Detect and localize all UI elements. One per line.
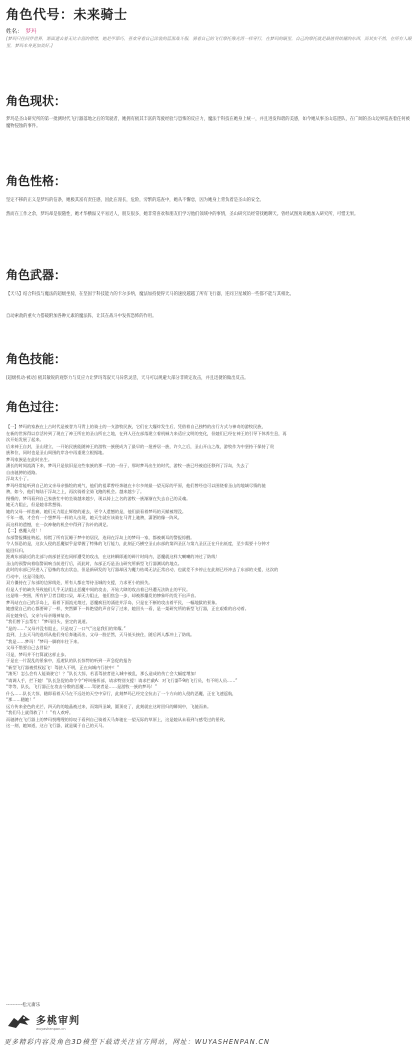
story-line: 她的父母一样悲痛，她们无力阻止辉煌的逝去，更令人遗憾的是，他们最看着梦玛的天赋被埋没。 xyxy=(6,508,187,514)
section-heading-status: 角色现状： xyxy=(6,94,67,108)
story-line: 她无力阻止，但是她非常想骑。 xyxy=(6,502,65,507)
story-line: 在新的世界得以存活传到了现在了神王所在的圣山所在之地，在到人还在部落建立着机械力来适应文明的变化，但她们已经在神王的引导下休养生息，再 xyxy=(6,430,287,436)
section-text-weapon-1: 【天马】结合科技与魔法的超级坐骑，在坚固于科技能力的卡尔多纳，魔法加持使得天马的速度越越了所有飞行器，连同卫星城的一些都不能与其相比。 xyxy=(6,292,294,297)
section-text-weapon-2: 自动索敌的重火力搭载附加各种元素的魔法阵，让其在战斗中发挥恐怖的作用。 xyxy=(6,314,157,319)
section-heading-skill: 角色技能： xyxy=(6,352,67,366)
story-line: 族和位，同时也是圣山周围的岸各中再重建立根据地。 xyxy=(6,450,107,455)
story-line: 自由驰骋的道路。 xyxy=(6,469,40,475)
story-line: 行动中，这是可能的。 xyxy=(6,573,48,579)
story-line: 而在她身后，父亲与母亲眼神复杂。 xyxy=(6,612,74,618)
name-value: 梦玛 xyxy=(25,29,37,35)
section-text-skill: [超级机动·被动] 极其敏锐的观察力与反应力让梦玛驾驭天马异常灵活，天马可以规避大部分非锁定攻击，并且迅捷的做出反击。 xyxy=(6,376,249,381)
story-line: 可是，梦玛并不打算就这样止步。 xyxy=(6,651,69,657)
story-line: 而驰骋在飞行器上的梦玛悦嗖嗖的惊叹于看到自己骑着天马奔驰在一望无际的草原上，这是她从未看到与感受过的景致。 xyxy=(6,716,228,722)
section-heading-weapon: 角色武器： xyxy=(6,268,67,282)
intro-text: [梦玛只往同伴世界，渐面遗去着无比丰富的情绪，她是甲耶巧，喜欢穿着自己涂装的蓝黑战斗服，骑着自己的飞行摩托像光湾一样穿行，在梦玛的眼里，自己的摩托就是最值得炫耀的东西，而其实不然，在所有人眼里，梦玛本身更加美好。] xyxy=(6,37,412,49)
story-line: 父母不惜要自己去冒险？ xyxy=(6,645,53,650)
story-line: 远方传来金色的光芒，四天的的地晶被过来，而第四圣域，圆顶亮了，此刻就在这时回归的瞬间中，飞驰而来。 xyxy=(6,703,212,709)
story-line: 双方僵持在了东部的边界线处，所有人都在等待圣城的支援，力求更小的损失。 xyxy=(6,580,153,585)
story-line: 这一刻，她知道，这台飞行器，就是属于自己的天马。 xyxy=(6,723,107,728)
story-line: 而这样的遗憾，在一次神秘的机会中得到了弥补的满足。 xyxy=(6,521,111,527)
story-line: “我是……梦玛！”梦玛一脚刹车往下来。 xyxy=(6,638,82,644)
logo-brand-domain: wuyashenpan.cn xyxy=(36,1026,66,1031)
story-line: 这是唯一突围，所有护卫者目瞪口呆，却无力阻止，他们焦急一步，却被那爆发的惨象吓的发不出声音。 xyxy=(6,593,199,598)
story-line: 千年一遇，才会有一个想梦玛一样的人出现，她天生就应该骑在马背上驰骋，潇洒的像一阵风。 xyxy=(6,515,182,520)
story-line: 什么……队长大惊，随即看着天马在不远处的天空中穿行，此刻梦玛已经完全抗击了一个方向的入侵的恶魔，正在飞速返航， xyxy=(6,690,237,696)
story-line: 浮岛太小了。 xyxy=(6,476,32,481)
author-signature: ----------松元庸乐 xyxy=(6,1003,41,1008)
story-line: 但是人手的缺失导致他们几乎无法阻止恶魔中间的攻击，开始大肆的攻击着已经遭无法防止的平民。 xyxy=(6,586,191,592)
section-text-status: 梦玛是圣山研究所的第一批测时代飞行器落地之后的驾驶者，她拥有极其丰富的驾驶经验与恐怖的反应力，魔法于科技在她身上统一，并且进发和谐的美感，如今她从事圣山巡逻队，在广阔的圣山边界巡查着任何被魔物侵蚀的事件。 xyxy=(6,117,410,129)
story-line: “等等，队长，飞行器正在攻击分散的恶魔……驾驶者是……是游牧一族的梦玛！” xyxy=(6,684,157,689)
page-title: 角色代号：未来骑士 xyxy=(6,8,128,23)
story-line: 于是在一片混乱的景象中，巡逻队的队长惊愕的听到一声急促的报告 xyxy=(6,658,132,663)
story-line: 潘长的时间流淌下来，梦玛只是依旧是这些家族的那一代的一份子，那时梦玛出生的时代，游牧一族已经被追还移到了浮岛，失去了 xyxy=(6,463,249,468)
footer-notice: 更多精彩内容及角色3D模型下载请关注官方网站，网址：WUYASHENPAN.CN xyxy=(4,1038,270,1046)
story-line: “滚死！怎么会有人能骑驶它！？”队长大惊，若喜驾驶者进入城中被乱，那么造成的伤亡会大幅度增加！ xyxy=(6,671,199,676)
story-line: “新型飞行器被授权起飞！驾驶人不明，正在向城内行驶中！” xyxy=(6,664,120,670)
story-line: “请调人手，拦下她！”队长急促的命令令“呼叫指挥部，请求特别支援！请求拦截A：对飞行器T-9的飞行员，有不明人员……” xyxy=(6,677,238,683)
story-line: 梦玛经常能听到自己的父亲母亲描绘的观气，他们的祖辈曾经奔驰在卡尔多纳最一望无际的平原，他们曾经也可以围绕着圣山的地域尽情的驰 xyxy=(6,482,266,488)
section-text-personality-2: 然而在工作之余，梦玛却是很随性，她才华横溢又平易近人，朋友很多，她非常喜欢和朋友们学习他们领域中的事情，圣山研究员经常找她聊天。曾经试图劝说她加入研究所，可惜无果。 xyxy=(6,212,359,217)
section-heading-past: 角色过往： xyxy=(6,400,67,414)
crow-logo-icon xyxy=(6,1012,32,1030)
story-line: 东部警报撕扯呐起，惊慌了所有沉睡于梦中的居民，连同在浮岛上的梦玛一家，都被刺耳的警报惊醒。 xyxy=(6,534,195,540)
story-line: 次开始发展了起来。 xyxy=(6,437,44,442)
story-line: “我们马上就得救了！！”有人欢呼。 xyxy=(6,710,74,715)
story-line: 此时的东部已经进入了恐怖的攻击状态，但是新研发的飞行器却因为魔力枯竭无法正常启动，也就差不多停止在此刻已经冲去了东部的支援，这次的 xyxy=(6,567,279,572)
section-text-personality-1: 坚定不移的正义是梦玛的信条，她极其富有责任感，因此在漫长，危险，旁繁的巡查中，她从不懈怠，因为她身上背负着是圣山的安全。 xyxy=(6,198,264,203)
name-row xyxy=(6,27,37,35)
story-line: 梦玛家族是在此时出生。 xyxy=(6,456,53,462)
story-block xyxy=(6,424,414,730)
story-line: “我们曾下去帮忙！”梦玛回头，坚定的说道。 xyxy=(6,619,90,624)
site-logo[interactable] xyxy=(6,1010,116,1032)
story-line: “那……随她！” xyxy=(6,697,36,702)
story-line: 她感觉自己的心都要碎了一样，突然脚下一阵绝望的声音穿了过来，她回头一看，是一架研究所的新型飞行器，正在艰难的启动着。 xyxy=(6,606,249,611)
name-label: 姓名： xyxy=(6,29,23,35)
story-line: 慢慢的，梦玛看到自己家族忙中的坐骑越来越少，现以骑上之名的游牧一族渐渐在失去自己的灵魂。 xyxy=(6,495,191,501)
story-line: 骋，如今，他们每陆于浮岛之上，再次骑着全骑飞跑的机会。越来越少了。 xyxy=(6,489,145,494)
story-line: 圣山的预警向着临警闹响当前进行后，而此时，东部正巧是圣山研究所新型飞行器测试的地点。 xyxy=(6,560,182,566)
section-heading-personality: 角色性格： xyxy=(6,174,67,188)
story-line: 梦玛站在自己的浮岛上，看着下面流光熔过，恶魔疯狂的涌进并浮岛，只是在不断的攻击着平民，一幅地狱的景象。 xyxy=(6,599,220,605)
story-line: 距离东部最近的北部与南部甚至也同样遭受的攻击，在这转瞬即逝的碎片时间内，恶魔就这样大喇喇的冲过了防线！ xyxy=(6,554,220,559)
story-line: 【二】惑魔入侵！！ xyxy=(6,528,44,533)
story-line: 令人惊恐的是，这次入侵的恶魔似乎是掌握了特殊的飞行能力，此刻正巧横空圣山东部的第四圣区与第九圣区正在升出低度，至少需要十分钟才 xyxy=(6,541,270,546)
story-line: “是的……”父母并没有阻止，只是叹了一口气“这是我们的荣耀。” xyxy=(6,625,126,631)
story-line: 能回归归。 xyxy=(6,547,27,553)
story-line: 直到，上去天马的选项从他们身后奔驰而出，父母一脸茫然，天马低头接住，随后两人都冲上了防线。 xyxy=(6,632,195,637)
logo-brand-name: 多桃审判 xyxy=(36,1015,80,1027)
story-line: 后来神王自封，圣山建立，一开始民族能随神王的游牧一族便成为了最早的一批善居一族，许久之后，圣山开山之战，游牧作为中坚持干保持了贵 xyxy=(6,443,275,449)
story-line: 【一】梦玛的家族在上古时代是被誉为马背上的骑士的一支游牧民族，它们在大爆炸发生后，凭借着自己独特的出行方式与神奇的游牧民族， xyxy=(6,424,266,429)
